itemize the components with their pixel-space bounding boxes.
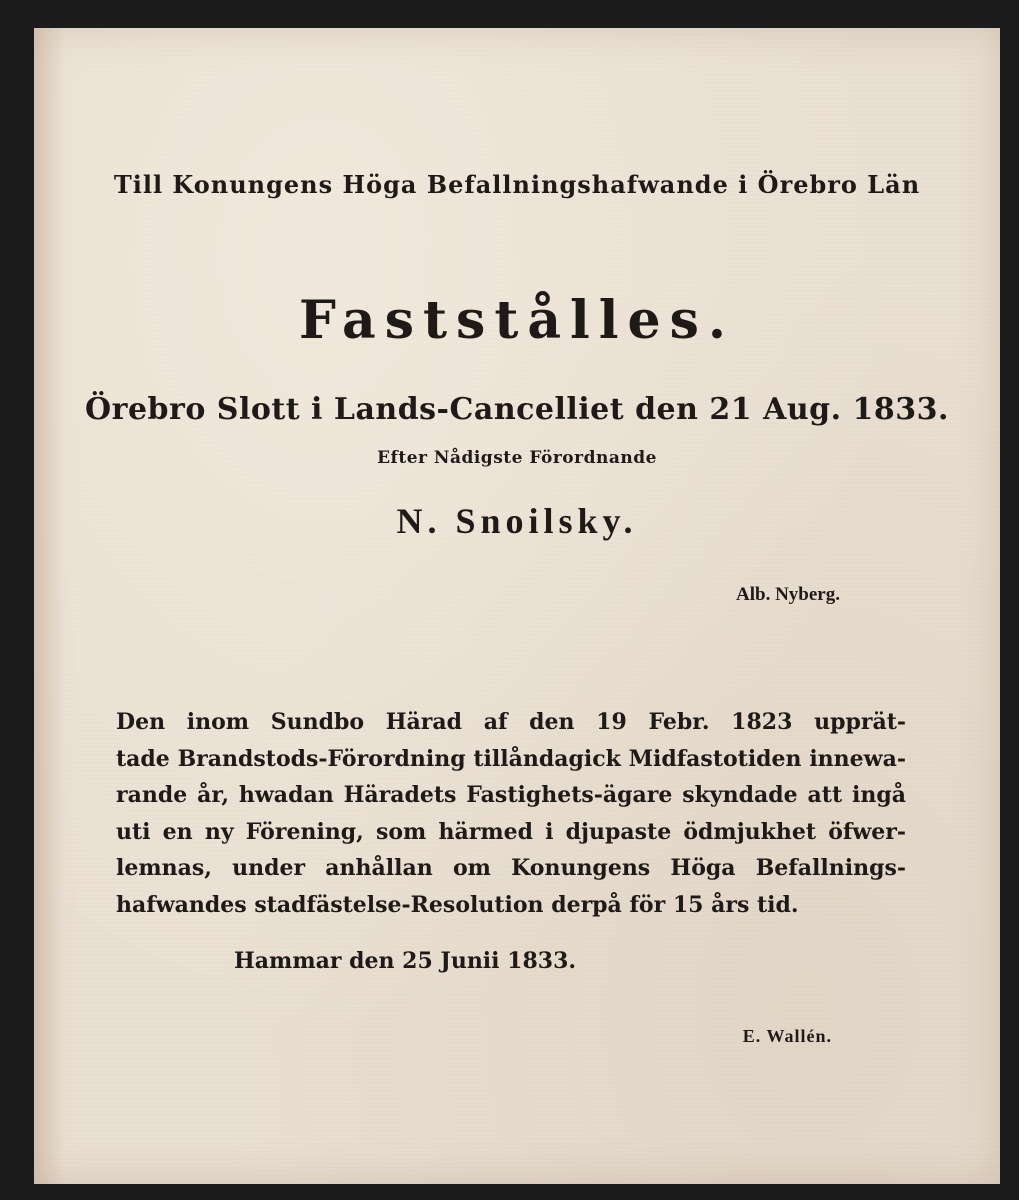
closing-place-date: Hammar den 25 Junii 1833.: [234, 948, 577, 974]
document-page: [34, 28, 1000, 1184]
petition-paragraph: [116, 704, 906, 923]
closing-signer: E. Wallén.: [742, 1026, 832, 1046]
document-title: Faststålles.: [298, 290, 736, 351]
paragraph-line: lemnas, under anhållan om Konungens Höga Befallnings-: [116, 855, 906, 881]
order-line: Efter Nådigste Förordnande: [377, 448, 657, 468]
paragraph-line: uti en ny Förening, som härmed i djupaste ödmjukhet öfwer-: [116, 818, 906, 845]
paragraph-line: hafwandes stadfästelse-Resolution derpå för 15 års tid.: [116, 891, 799, 918]
paragraph-line: rande år, hwadan Häradets Fastighets-ägare skyndade att ingå: [116, 782, 906, 808]
paper-edge-wear: [34, 28, 64, 1184]
paragraph-line: Den inom Sundbo Härad af den 19 Febr. 1823 upprät-: [116, 709, 906, 735]
signer-name: N. Snoilsky.: [396, 501, 638, 541]
paragraph-line: tade Brandstods-Förordning tillåndagick Midfastotiden innewa-: [116, 745, 906, 772]
secretary-signature: Alb. Nyberg.: [736, 584, 840, 605]
place-date-line: Örebro Slott i Lands-Cancelliet den 21 Aug. 1833.: [85, 392, 949, 427]
addressee-line: Till Konungens Höga Befallningshafwande i Örebro Län: [113, 170, 921, 199]
